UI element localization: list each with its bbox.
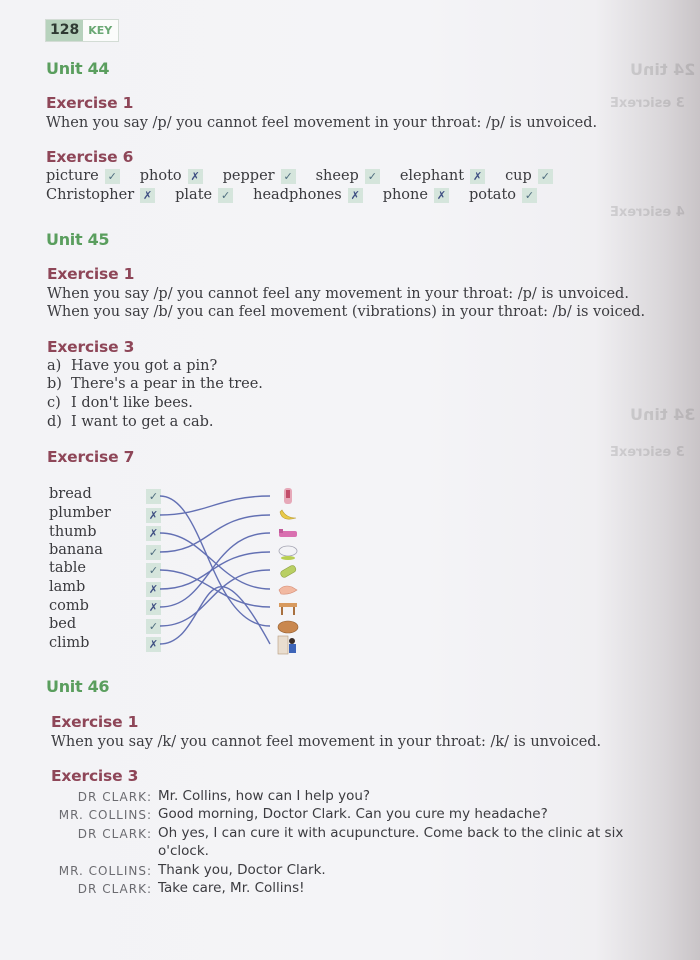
item-text: I don't like bees. — [71, 395, 193, 411]
cross-mark-icon: ✗ — [146, 600, 161, 615]
word-item — [383, 187, 449, 203]
plumber-picture-icon — [276, 487, 300, 504]
check-mark-icon: ✓ — [538, 169, 553, 184]
match-word: comb — [49, 598, 89, 614]
match-word: table — [49, 560, 86, 576]
word: plate — [175, 187, 213, 203]
word-item — [46, 168, 120, 184]
table-picture-icon — [276, 599, 300, 616]
list-item — [47, 376, 263, 392]
unit-45-exercise-7-heading: Exercise 7 — [47, 448, 135, 466]
word-item — [253, 187, 363, 203]
bread-picture-icon — [276, 617, 300, 634]
match-word: bread — [49, 486, 92, 502]
cross-mark-icon: ✗ — [434, 188, 449, 203]
item-label: d) — [47, 414, 62, 430]
unit-46-exercise-1-answer: When you say /k/ you cannot feel movement in your throat: /k/ is unvoiced. — [51, 734, 602, 750]
check-mark-icon: ✓ — [146, 619, 161, 634]
word-item — [316, 168, 380, 184]
check-mark-icon: ✓ — [365, 169, 380, 184]
cross-mark-icon: ✗ — [140, 188, 155, 203]
check-mark-icon: ✓ — [146, 545, 161, 560]
bed-picture-icon — [276, 562, 300, 579]
page-header-tag — [45, 19, 119, 42]
thumb-picture-icon — [276, 580, 300, 597]
check-mark-icon: ✓ — [105, 169, 120, 184]
word: headphones — [253, 187, 342, 203]
word-item — [140, 168, 203, 184]
word: photo — [139, 168, 182, 184]
comb-picture-icon — [276, 525, 300, 542]
page-bleed-through: 24 tinU 3 esicrexE 4 esicrexE 34 tinU 3 esicrexE — [610, 60, 696, 460]
dialog-speaker: DR CLARK: — [77, 882, 152, 896]
unit-45-exercise-1-heading: Exercise 1 — [47, 265, 135, 283]
item-label: c) — [47, 395, 61, 411]
dialog-speaker: MR. COLLINS: — [58, 864, 152, 878]
check-mark-icon: ✓ — [522, 188, 537, 203]
unit-44-exercise-6-row-2 — [46, 187, 557, 203]
dialog-line-continuation: o'clock. — [158, 843, 209, 859]
unit-46-exercise-1-heading: Exercise 1 — [51, 713, 139, 731]
match-word: bed — [49, 616, 77, 632]
match-word: thumb — [49, 524, 97, 540]
unit-44-exercise-1-heading: Exercise 1 — [46, 94, 134, 112]
word: phone — [382, 187, 428, 203]
cross-mark-icon: ✗ — [470, 169, 485, 184]
unit-44-exercise-6-row-1 — [46, 168, 573, 184]
match-word: lamb — [49, 579, 86, 595]
match-word: banana — [49, 542, 103, 558]
dialog-speaker: DR CLARK: — [77, 790, 152, 804]
word: elephant — [399, 168, 465, 184]
unit-46-exercise-3-heading: Exercise 3 — [51, 767, 139, 785]
cross-mark-icon: ✗ — [146, 637, 161, 652]
word-item — [505, 168, 553, 184]
unit-44-heading: Unit 44 — [46, 59, 110, 78]
match-word: plumber — [49, 505, 111, 521]
item-text: There's a pear in the tree. — [71, 376, 263, 392]
word-item — [400, 168, 485, 184]
dialog-line: Thank you, Doctor Clark. — [158, 862, 326, 878]
lamb-picture-icon — [276, 543, 300, 560]
word: sheep — [315, 168, 359, 184]
check-mark-icon: ✓ — [281, 169, 296, 184]
list-item — [47, 358, 217, 374]
unit-45-exercise-3-heading: Exercise 3 — [47, 338, 135, 356]
unit-45-heading: Unit 45 — [46, 230, 110, 249]
check-mark-icon: ✓ — [146, 563, 161, 578]
unit-46-heading: Unit 46 — [46, 677, 110, 696]
dialog-line: Mr. Collins, how can I help you? — [158, 788, 371, 804]
word-item — [223, 168, 296, 184]
climb-picture-icon — [276, 635, 300, 652]
check-mark-icon: ✓ — [218, 188, 233, 203]
word: cup — [505, 168, 532, 184]
cross-mark-icon: ✗ — [146, 582, 161, 597]
cross-mark-icon: ✗ — [188, 169, 203, 184]
match-word: climb — [49, 635, 90, 651]
word: Christopher — [46, 187, 135, 203]
cross-mark-icon: ✗ — [146, 526, 161, 541]
word: picture — [46, 168, 99, 184]
word-item — [46, 187, 155, 203]
dialog-speaker: DR CLARK: — [77, 827, 152, 841]
unit-44-exercise-6-heading: Exercise 6 — [46, 148, 134, 166]
item-text: I want to get a cab. — [71, 414, 214, 430]
word-item — [175, 187, 233, 203]
dialog-line: Good morning, Doctor Clark. Can you cure my headache? — [158, 806, 548, 822]
check-mark-icon: ✓ — [146, 489, 161, 504]
dialog-line: Oh yes, I can cure it with acupuncture. Come back to the clinic at six — [158, 825, 624, 841]
item-text: Have you got a pin? — [71, 358, 218, 374]
word: potato — [468, 187, 517, 203]
banana-picture-icon — [276, 506, 300, 523]
unit-45-exercise-1-answer-line-1: When you say /p/ you cannot feel any movement in your throat: /p/ is unvoiced. — [47, 286, 629, 302]
item-label: b) — [47, 376, 62, 392]
cross-mark-icon: ✗ — [348, 188, 363, 203]
dialog-speaker: MR. COLLINS: — [58, 808, 152, 822]
list-item — [47, 395, 193, 411]
word: pepper — [222, 168, 275, 184]
list-item — [47, 414, 214, 430]
cross-mark-icon: ✗ — [146, 508, 161, 523]
matching-lines — [150, 485, 275, 655]
word-item — [469, 187, 537, 203]
page-number: 128 — [46, 20, 83, 41]
dialog-line: Take care, Mr. Collins! — [158, 880, 305, 896]
item-label: a) — [47, 358, 62, 374]
unit-45-exercise-1-answer-line-2: When you say /b/ you can feel movement (vibrations) in your throat: /b/ is voiced. — [47, 304, 646, 320]
unit-44-exercise-1-answer: When you say /p/ you cannot feel movement in your throat: /p/ is unvoiced. — [46, 115, 598, 131]
section-label: KEY — [88, 24, 113, 37]
